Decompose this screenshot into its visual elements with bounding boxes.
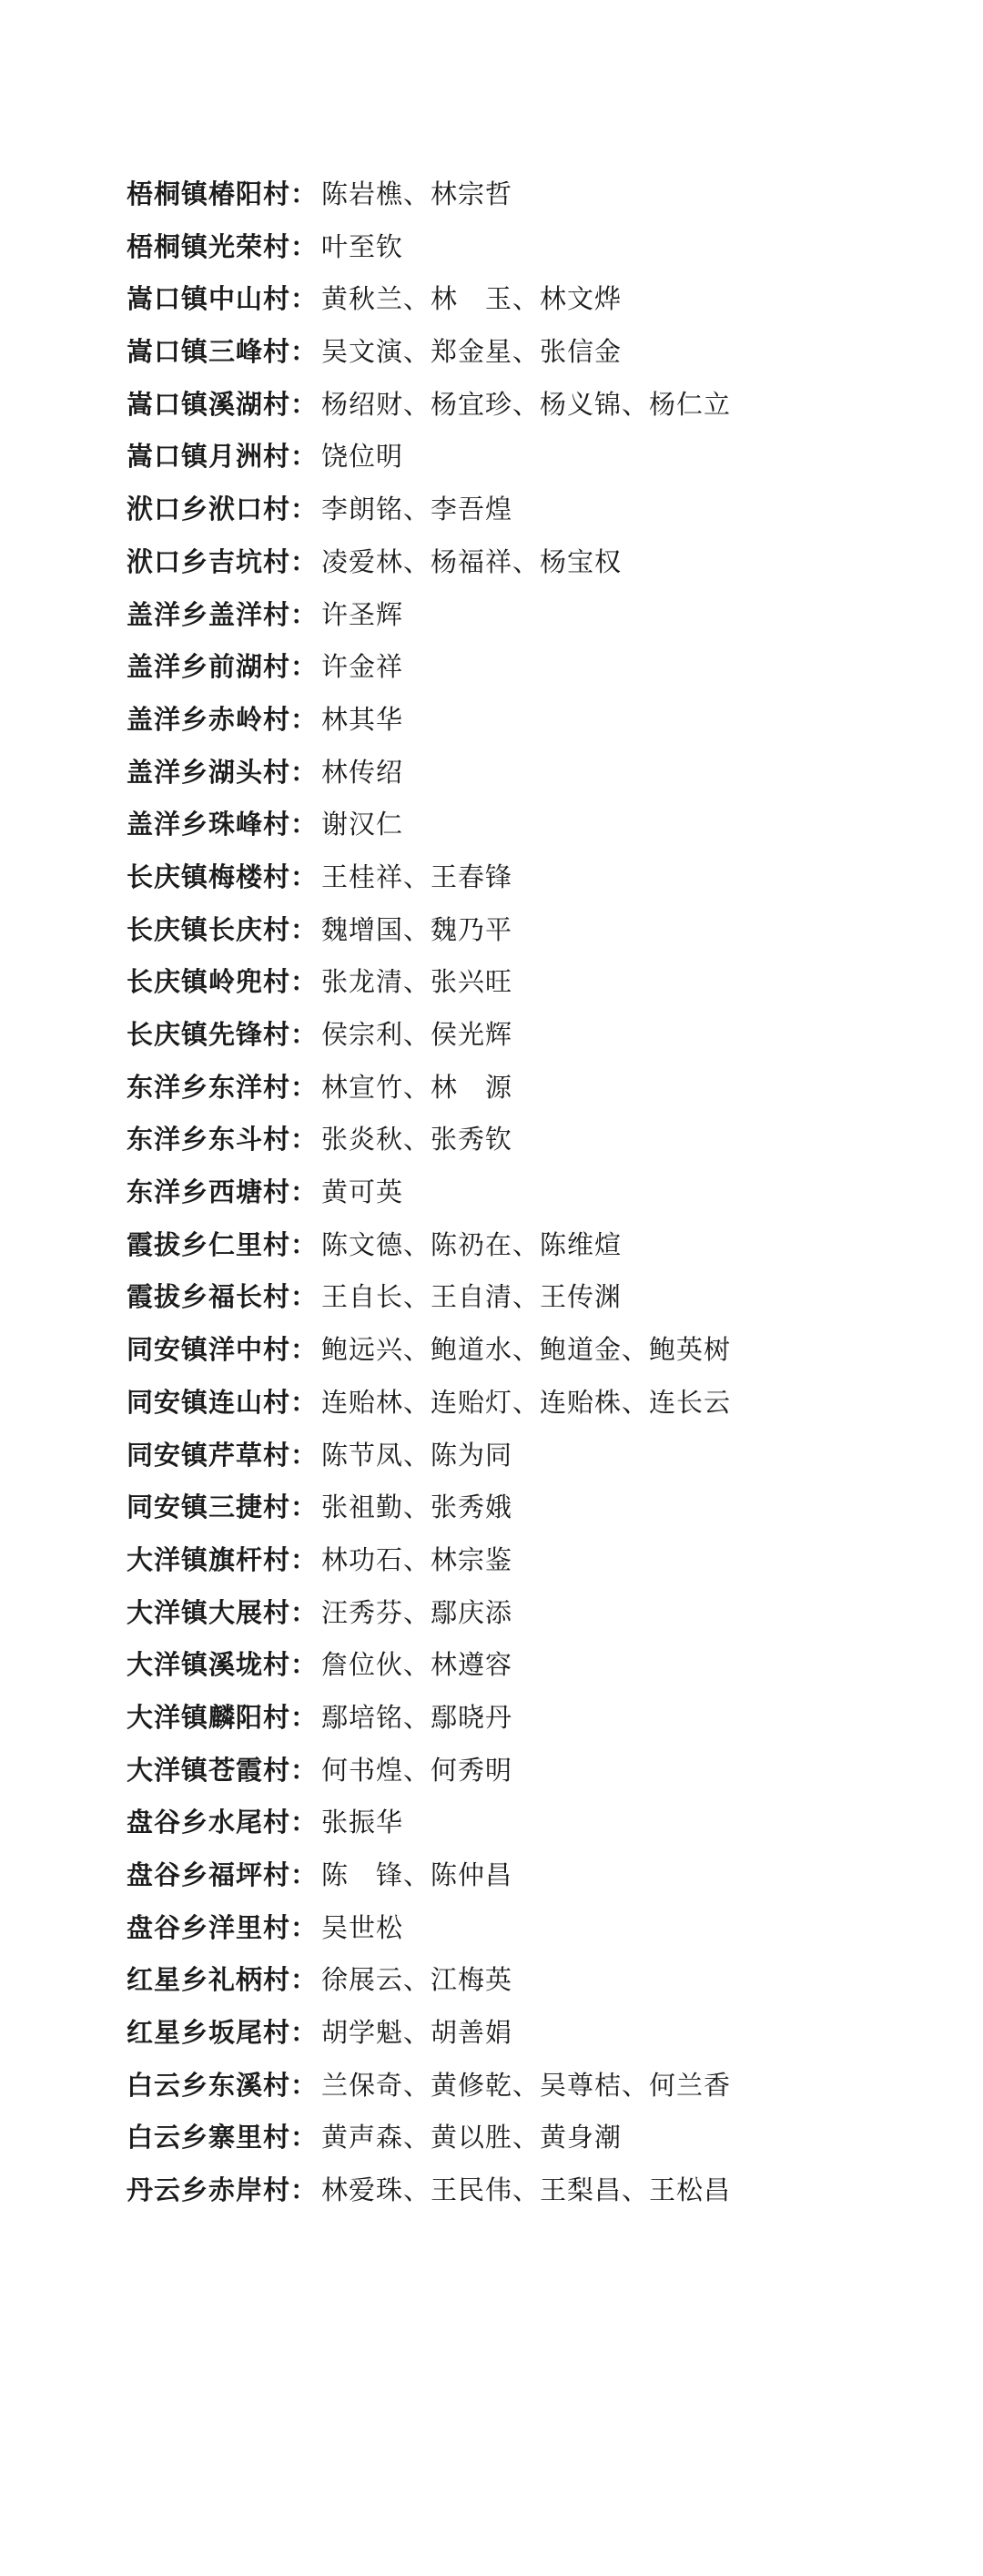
list-item bbox=[127, 1807, 946, 1859]
person-names: 魏增国、魏乃平 bbox=[321, 913, 513, 945]
list-item bbox=[127, 1176, 946, 1229]
person-names: 侯宗利、侯光辉 bbox=[321, 1019, 513, 1050]
person-names: 杨绍财、杨宜珍、杨义锦、杨仁立 bbox=[321, 388, 732, 420]
village-label: 霞拔乡福长村： bbox=[127, 1281, 319, 1313]
person-names: 李朗铭、李吾煌 bbox=[321, 494, 513, 525]
village-label: 霞拔乡仁里村： bbox=[127, 1228, 319, 1260]
village-label: 大洋镇旗杆村： bbox=[127, 1543, 319, 1575]
person-names: 吴世松 bbox=[321, 1911, 404, 1943]
person-names: 张龙清、张兴旺 bbox=[321, 966, 513, 998]
list-item bbox=[127, 1964, 946, 2017]
village-label: 长庆镇梅楼村： bbox=[127, 860, 319, 892]
village-label: 盘谷乡水尾村： bbox=[127, 1807, 319, 1838]
village-label: 红星乡坂尾村： bbox=[127, 2017, 319, 2049]
village-label: 大洋镇溪垅村： bbox=[127, 1649, 319, 1681]
person-names: 林宣竹、林 源 bbox=[321, 1071, 513, 1103]
person-names: 叶至钦 bbox=[321, 230, 404, 262]
person-names: 黄秋兰、林 玉、林文烨 bbox=[321, 283, 623, 315]
village-label: 盖洋乡赤岭村： bbox=[127, 703, 319, 735]
village-label: 梧桐镇光荣村： bbox=[127, 230, 319, 262]
person-names: 詹位伙、林遵容 bbox=[321, 1649, 513, 1681]
list-item bbox=[127, 1387, 946, 1440]
list-item bbox=[127, 1755, 946, 1807]
village-label: 大洋镇大展村： bbox=[127, 1596, 319, 1628]
person-names: 饶位明 bbox=[321, 441, 404, 473]
person-names: 林爱珠、王民伟、王梨昌、王松昌 bbox=[321, 2174, 732, 2206]
person-names: 陈节凤、陈为同 bbox=[321, 1439, 513, 1471]
person-names: 凌爱林、杨福祥、杨宝权 bbox=[321, 545, 623, 577]
list-item bbox=[127, 651, 946, 704]
list-item bbox=[127, 2122, 946, 2174]
person-names: 王桂祥、王春锋 bbox=[321, 860, 513, 892]
person-names: 何书煌、何秀明 bbox=[321, 1754, 513, 1786]
village-label: 盖洋乡珠峰村： bbox=[127, 809, 319, 840]
list-item bbox=[127, 704, 946, 757]
village-label: 盘谷乡洋里村： bbox=[127, 1911, 319, 1943]
village-label: 洑口乡洑口村： bbox=[127, 494, 319, 525]
person-names: 林功石、林宗鉴 bbox=[321, 1543, 513, 1575]
person-names: 林传绍 bbox=[321, 756, 404, 788]
list-item bbox=[127, 1072, 946, 1125]
list-item bbox=[127, 1124, 946, 1176]
person-names: 陈文德、陈礽在、陈维煊 bbox=[321, 1228, 623, 1260]
village-label: 嵩口镇三峰村： bbox=[127, 336, 319, 368]
village-label: 嵩口镇溪湖村： bbox=[127, 388, 319, 420]
list-item bbox=[127, 494, 946, 546]
person-names: 林其华 bbox=[321, 703, 404, 735]
village-label: 红星乡礼柄村： bbox=[127, 1964, 319, 1996]
person-names: 王自长、王自清、王传渊 bbox=[321, 1281, 623, 1313]
list-item bbox=[127, 1597, 946, 1650]
person-names: 鲍远兴、鲍道水、鲍道金、鲍英树 bbox=[321, 1334, 732, 1366]
person-names: 鄢培铭、鄢晓丹 bbox=[321, 1701, 513, 1733]
village-label: 丹云乡赤岸村： bbox=[127, 2174, 319, 2206]
person-names: 张祖勤、张秀娥 bbox=[321, 1492, 513, 1523]
village-label: 盖洋乡前湖村： bbox=[127, 651, 319, 683]
list-item bbox=[127, 599, 946, 652]
list-item bbox=[127, 1281, 946, 1334]
list-item bbox=[127, 178, 946, 231]
list-item bbox=[127, 914, 946, 967]
village-label: 东洋乡东斗村： bbox=[127, 1124, 319, 1156]
village-label: 长庆镇先锋村： bbox=[127, 1019, 319, 1050]
village-label: 嵩口镇中山村： bbox=[127, 283, 319, 315]
list-item bbox=[127, 1440, 946, 1492]
person-names: 陈 锋、陈仲昌 bbox=[321, 1859, 513, 1890]
list-item bbox=[127, 2017, 946, 2070]
village-label: 长庆镇岭兜村： bbox=[127, 966, 319, 998]
list-item bbox=[127, 757, 946, 809]
village-label: 东洋乡西塘村： bbox=[127, 1176, 319, 1208]
village-label: 大洋镇苍霞村： bbox=[127, 1754, 319, 1786]
village-label: 大洋镇麟阳村： bbox=[127, 1701, 319, 1733]
list-item bbox=[127, 1859, 946, 1912]
village-label: 长庆镇长庆村： bbox=[127, 913, 319, 945]
village-label: 同安镇连山村： bbox=[127, 1386, 319, 1418]
list-item bbox=[127, 1649, 946, 1702]
list-item bbox=[127, 336, 946, 389]
list-item bbox=[127, 389, 946, 442]
person-names: 张振华 bbox=[321, 1807, 404, 1838]
village-label: 梧桐镇椿阳村： bbox=[127, 178, 319, 209]
list-item bbox=[127, 2174, 946, 2227]
village-label: 嵩口镇月洲村： bbox=[127, 441, 319, 473]
person-names: 张炎秋、张秀钦 bbox=[321, 1124, 513, 1156]
list-item bbox=[127, 546, 946, 599]
person-names: 黄声森、黄以胜、黄身潮 bbox=[321, 2122, 623, 2153]
village-label: 白云乡寨里村： bbox=[127, 2122, 319, 2153]
village-label: 盘谷乡福坪村： bbox=[127, 1859, 319, 1890]
person-names: 胡学魁、胡善娟 bbox=[321, 2017, 513, 2049]
person-names: 汪秀芬、鄢庆添 bbox=[321, 1596, 513, 1628]
person-names: 徐展云、江梅英 bbox=[321, 1964, 513, 1996]
person-names: 兰保奇、黄修乾、吴尊桔、何兰香 bbox=[321, 2069, 732, 2101]
village-label: 盖洋乡盖洋村： bbox=[127, 598, 319, 630]
list-item bbox=[127, 1492, 946, 1544]
list-item bbox=[127, 1229, 946, 1282]
person-names: 黄可英 bbox=[321, 1176, 404, 1208]
person-names: 陈岩樵、林宗哲 bbox=[321, 178, 513, 209]
list-item bbox=[127, 1912, 946, 1965]
person-names: 连贻林、连贻灯、连贻株、连长云 bbox=[321, 1386, 732, 1418]
list-item bbox=[127, 809, 946, 861]
person-names: 谢汉仁 bbox=[321, 809, 404, 840]
list-item bbox=[127, 1544, 946, 1597]
list-item bbox=[127, 231, 946, 284]
list-item bbox=[127, 441, 946, 494]
village-name-list bbox=[127, 178, 946, 2227]
person-names: 许圣辉 bbox=[321, 598, 404, 630]
person-names: 吴文演、郑金星、张信金 bbox=[321, 336, 623, 368]
list-item bbox=[127, 1334, 946, 1387]
list-item bbox=[127, 1019, 946, 1072]
village-label: 洑口乡吉坑村： bbox=[127, 545, 319, 577]
list-item bbox=[127, 966, 946, 1019]
list-item bbox=[127, 861, 946, 914]
village-label: 同安镇芹草村： bbox=[127, 1439, 319, 1471]
village-label: 同安镇洋中村： bbox=[127, 1334, 319, 1366]
list-item bbox=[127, 283, 946, 336]
village-label: 东洋乡东洋村： bbox=[127, 1071, 319, 1103]
village-label: 白云乡东溪村： bbox=[127, 2069, 319, 2101]
village-label: 盖洋乡湖头村： bbox=[127, 756, 319, 788]
list-item bbox=[127, 1702, 946, 1755]
person-names: 许金祥 bbox=[321, 651, 404, 683]
list-item bbox=[127, 2070, 946, 2123]
village-label: 同安镇三捷村： bbox=[127, 1492, 319, 1523]
